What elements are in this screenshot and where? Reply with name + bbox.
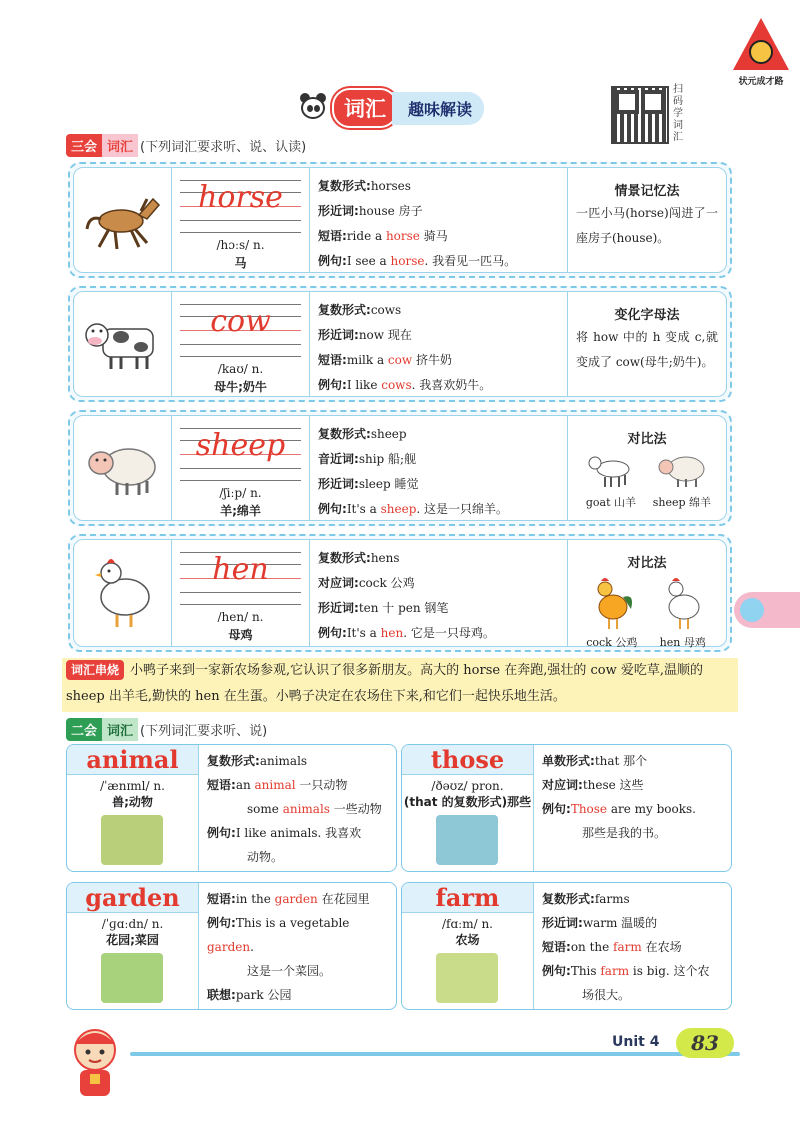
info-row (542, 821, 723, 845)
pronunciation: /ˈænɪml/ n. (100, 779, 165, 793)
headword: sheep (195, 428, 286, 463)
vocab-card-garden (66, 882, 397, 1010)
section1-tag2: 词汇 (102, 134, 138, 157)
chinese-meaning: 马 (234, 256, 247, 270)
info-row (318, 546, 559, 571)
info-text: sleep 睡觉 (358, 477, 419, 491)
info-row (542, 959, 723, 983)
info-text: I like cows. 我喜欢奶牛。 (346, 378, 492, 392)
info-label: 例句: (318, 254, 347, 268)
headword: horse (198, 180, 283, 215)
pronunciation: /ʃiːp/ n. (219, 486, 262, 500)
tip-caption: hen 母鸡 (659, 636, 706, 649)
info-label: 短语: (318, 229, 347, 243)
tip-title: 变化字母法 (614, 308, 680, 323)
info-row (207, 797, 388, 821)
tip-picture (583, 451, 639, 510)
info-row (318, 298, 559, 323)
tip-title: 对比法 (627, 556, 667, 571)
info-text: cows (370, 303, 402, 317)
vocab-head (402, 745, 534, 871)
pronunciation: /ðəʊz/ pron. (431, 779, 504, 793)
section-header-1 (66, 134, 306, 157)
chinese-meaning: 母牛;奶牛 (214, 380, 267, 394)
info-text: ship 船;舰 (358, 452, 417, 466)
tip-picture (653, 451, 711, 510)
footer-line (130, 1052, 740, 1056)
tip-caption: sheep 绵羊 (652, 496, 712, 509)
info-row (318, 174, 559, 199)
info-text: in the garden 在花园里 (235, 892, 370, 906)
info-label: 单数形式: (542, 754, 595, 768)
info-text: now 现在 (358, 328, 412, 342)
vocab-info (534, 883, 731, 1009)
info-row (318, 571, 559, 596)
info-label: 形近词: (542, 916, 583, 930)
info-row (318, 373, 559, 398)
info-text: 这是一个菜园。 (247, 964, 332, 978)
info-row (207, 959, 388, 983)
info-label: 对应词: (542, 778, 583, 792)
info-label: 对应词: (318, 576, 359, 590)
info-row (318, 224, 559, 249)
word-card-hen (68, 534, 732, 652)
headword: those (402, 745, 533, 775)
headword: garden (67, 883, 198, 913)
word-writing-area (172, 416, 310, 520)
logo-triangle-icon (733, 18, 789, 70)
tip-picture (586, 575, 637, 650)
info-label: 例句: (207, 826, 236, 840)
info-text: 动物。 (247, 850, 284, 864)
info-row (318, 199, 559, 224)
vocab-info (534, 745, 731, 871)
word-info (310, 168, 568, 272)
title-sub: 趣味解读 (392, 92, 484, 125)
tip-body: 将 how 中的 h 变成 c,就变成了 cow(母牛;奶牛)。 (576, 330, 718, 369)
info-row (207, 773, 388, 797)
dragon-icon (740, 598, 764, 622)
memory-tip (568, 416, 726, 520)
word-writing-area (172, 540, 310, 646)
info-row (207, 749, 388, 773)
section1-note: (下列词汇要求听、说、认读) (140, 140, 307, 155)
info-row (318, 621, 559, 646)
chinese-meaning: (that 的复数形式)那些 (403, 795, 532, 809)
info-label: 形近词: (318, 204, 359, 218)
word-card-cow (68, 286, 732, 402)
info-label: 复数形式: (318, 551, 371, 565)
info-text: hens (370, 551, 400, 565)
info-text: Those are my books. (570, 802, 696, 816)
those-picture-icon (436, 815, 498, 865)
sheep-picture-icon (74, 416, 172, 520)
info-row (542, 935, 723, 959)
animal-picture-icon (101, 815, 163, 865)
title-main: 词汇 (332, 88, 398, 128)
info-row (207, 821, 388, 845)
info-text: I like animals. 我喜欢 (235, 826, 362, 840)
info-label: 复数形式: (318, 303, 371, 317)
info-row (207, 887, 388, 911)
info-label: 例句: (542, 802, 571, 816)
headword: cow (210, 304, 271, 339)
memory-tip (568, 540, 726, 649)
info-label: 音近词: (318, 452, 359, 466)
info-label: 复数形式: (318, 427, 371, 441)
info-text: This farm is big. 这个农 (570, 964, 710, 978)
hen2-icon (658, 575, 708, 634)
story-band (62, 658, 738, 712)
info-label: 短语: (207, 892, 236, 906)
info-row (318, 447, 559, 472)
qr-label: 扫码学词汇 (673, 84, 683, 143)
story-tag: 词汇串烧 (66, 660, 124, 680)
unit-label: Unit 4 (612, 1034, 660, 1050)
word-writing-area (172, 168, 310, 272)
vocab-card-farm (401, 882, 732, 1010)
headword: animal (67, 745, 198, 775)
pronunciation: /kaʊ/ n. (217, 362, 264, 376)
panda-icon (298, 91, 328, 125)
qr-code-icon[interactable] (611, 86, 669, 144)
info-label: 例句: (318, 626, 347, 640)
brand-logo (730, 18, 792, 87)
info-row (318, 249, 559, 274)
vocab-head (402, 883, 534, 1009)
pronunciation: /hen/ n. (217, 610, 264, 624)
memory-tip (568, 168, 726, 272)
tip-caption: cock 公鸡 (586, 636, 638, 649)
info-row (207, 911, 388, 959)
info-text: farms (594, 892, 630, 906)
info-row (318, 596, 559, 621)
tip-title: 情景记忆法 (614, 184, 680, 199)
info-text: milk a cow 挤牛奶 (346, 353, 452, 367)
info-text: This is a vegetable garden. (207, 916, 350, 954)
info-label: 例句: (542, 964, 571, 978)
info-row (542, 773, 723, 797)
cock-icon (586, 575, 637, 634)
headword: hen (212, 552, 269, 587)
info-row (542, 797, 723, 821)
info-text: It's a hen. 它是一只母鸡。 (346, 626, 495, 640)
info-text: 那些是我的书。 (582, 826, 667, 840)
info-row (542, 749, 723, 773)
info-text: horses (370, 179, 411, 193)
chinese-meaning: 花园;菜园 (106, 933, 159, 947)
word-info (310, 292, 568, 396)
info-text: animals (259, 754, 308, 768)
info-row (318, 472, 559, 497)
section2-note: (下列词汇要求听、说) (140, 724, 268, 739)
info-text: house 房子 (358, 204, 423, 218)
info-text: these 这些 (582, 778, 644, 792)
info-label: 短语: (318, 353, 347, 367)
pronunciation: /hɔːs/ n. (216, 238, 265, 252)
chinese-meaning: 母鸡 (228, 628, 253, 642)
tip-title: 对比法 (627, 432, 667, 447)
info-label: 短语: (207, 778, 236, 792)
info-text: I see a horse. 我看见一匹马。 (346, 254, 517, 268)
word-info (310, 416, 568, 520)
section2-tag1: 二会 (66, 718, 102, 741)
info-row (542, 911, 723, 935)
vocab-head (67, 745, 199, 871)
tip-caption: goat 山羊 (585, 496, 636, 509)
info-text: cock 公鸡 (358, 576, 415, 590)
info-text: on the farm 在农场 (570, 940, 682, 954)
memory-tip (568, 292, 726, 396)
info-text: ten 十 pen 钢笔 (358, 601, 449, 615)
section2-tag2: 词汇 (102, 718, 138, 741)
chinese-meaning: 羊;绵羊 (220, 504, 261, 518)
page-number: 83 (676, 1028, 734, 1058)
info-label: 形近词: (318, 477, 359, 491)
cow-picture-icon (74, 292, 172, 396)
info-row (318, 323, 559, 348)
info-row (542, 983, 723, 1007)
info-row (542, 887, 723, 911)
sheep2-icon (653, 451, 711, 494)
info-label: 短语: (542, 940, 571, 954)
info-label: 形近词: (318, 328, 359, 342)
vocab-head (67, 883, 199, 1009)
info-label: 复数形式: (207, 754, 260, 768)
pronunciation: /fɑːm/ n. (442, 917, 493, 931)
vocab-info (199, 745, 396, 871)
info-text: that 那个 (594, 754, 648, 768)
headword: farm (402, 883, 533, 913)
word-writing-area (172, 292, 310, 396)
word-card-sheep (68, 410, 732, 526)
info-text: an animal 一只动物 (235, 778, 348, 792)
info-text: 场很大。 (582, 988, 631, 1002)
chinese-meaning: 兽;动物 (112, 795, 153, 809)
page-title (298, 88, 484, 128)
vocab-card-those (401, 744, 732, 872)
section1-tag1: 三会 (66, 134, 102, 157)
info-label: 例句: (318, 502, 347, 516)
vocab-info (199, 883, 396, 1009)
info-text: some animals 一些动物 (247, 802, 382, 816)
horse-picture-icon (74, 168, 172, 272)
mascot-icon (60, 1022, 130, 1102)
farm-picture-icon (436, 953, 498, 1003)
info-label: 例句: (318, 378, 347, 392)
section-header-2 (66, 718, 267, 741)
info-row (207, 845, 388, 869)
tip-picture (658, 575, 708, 650)
side-tab (734, 592, 800, 628)
story-text: 小鸭子来到一家新农场参观,它认识了很多新朋友。高大的 horse 在奔跑,强壮的 cow 爱吃草,温顺的 sheep 出羊毛,勤快的 hen 在生蛋。小鸭子决定在农场住下来,和它们一起快乐地生活。 (66, 663, 703, 704)
info-text: ride a horse 骑马 (346, 229, 448, 243)
info-row (318, 497, 559, 522)
goat-icon (583, 451, 639, 494)
garden-picture-icon (101, 953, 163, 1003)
info-label: 复数形式: (542, 892, 595, 906)
tip-body: 一匹小马(horse)闯进了一座房子(house)。 (576, 206, 718, 245)
info-label: 复数形式: (318, 179, 371, 193)
info-label: 例句: (207, 916, 236, 930)
info-label: 形近词: (318, 601, 359, 615)
info-text: warm 温暖的 (582, 916, 658, 930)
info-row (207, 983, 388, 1007)
info-row (318, 348, 559, 373)
chinese-meaning: 农场 (455, 933, 480, 947)
vocab-card-animal (66, 744, 397, 872)
info-text: It's a sheep. 这是一只绵羊。 (346, 502, 509, 516)
info-text: park 公园 (235, 988, 292, 1002)
pronunciation: /ˈɡɑːdn/ n. (101, 917, 164, 931)
info-row (318, 422, 559, 447)
word-card-horse (68, 162, 732, 278)
info-text: sheep (370, 427, 407, 441)
logo-text: 状元成才路 (738, 77, 784, 87)
info-label: 联想: (207, 988, 236, 1002)
hen-picture-icon (74, 540, 172, 646)
word-info (310, 540, 568, 646)
